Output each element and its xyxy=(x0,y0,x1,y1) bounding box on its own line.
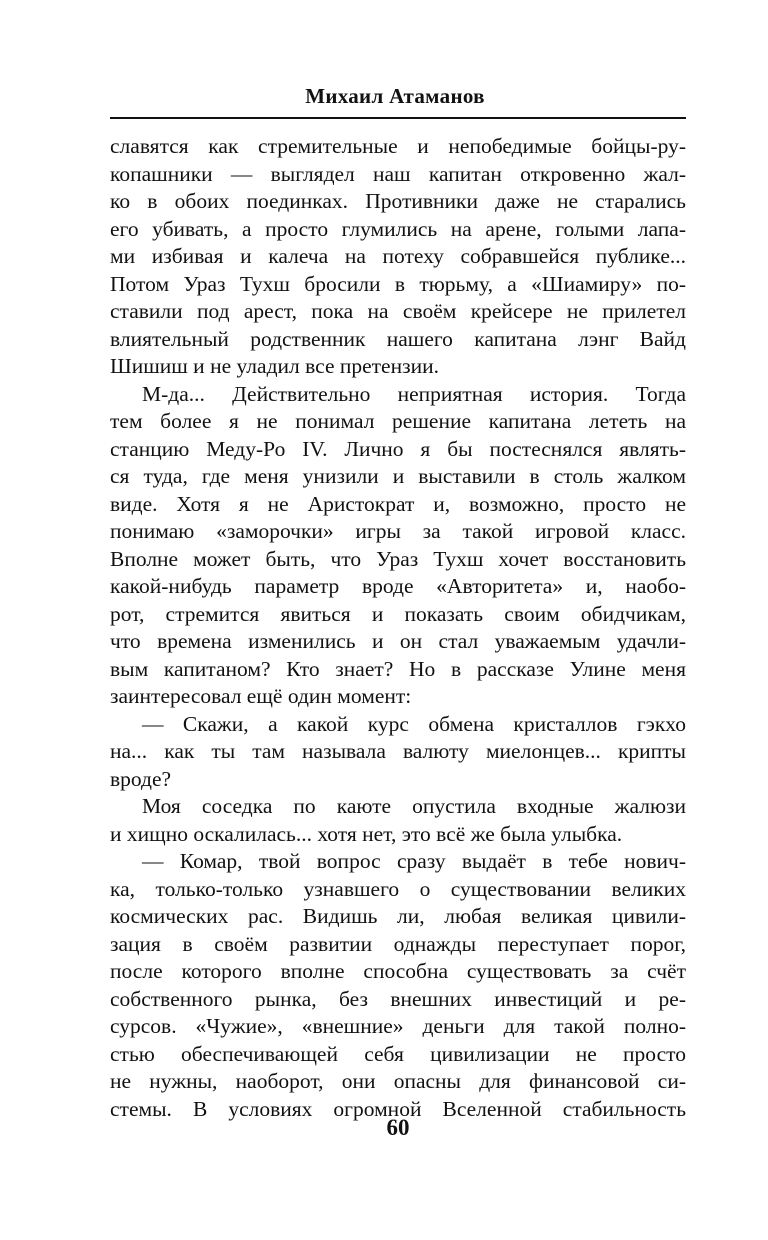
text-line: стемы. В условиях огромной Вселенной стабильность xyxy=(110,1096,686,1121)
text-line: космических рас. Видишь ли, любая великая цивили- xyxy=(110,904,686,928)
text-line: стью обеспечивающей себя цивилизации не просто xyxy=(110,1041,686,1066)
text-line: понимаю «заморочки» игры за такой игровой класс. xyxy=(110,519,686,543)
text-line: на... как ты там называла валюту миелонцев... крипты xyxy=(110,739,686,763)
text-line: ся туда, где меня унизили и выставили в столь жалком xyxy=(110,464,686,488)
text-line: что времена изменились и он стал уважаемым удачли- xyxy=(110,629,686,653)
text-line: ка, только-только узнавшего о существовании великих xyxy=(110,876,686,901)
text-line: зация в своём развитии однажды переступает порог, xyxy=(110,931,686,956)
text-line: копашники — выглядел наш капитан откровенно жал- xyxy=(110,161,686,186)
text-line: виде. Хотя я не Аристократ и, возможно, просто не xyxy=(110,491,686,516)
text-line: Вполне может быть, что Ураз Тухш хочет восстановить xyxy=(110,546,686,571)
running-title: Михаил Атаманов xyxy=(305,84,485,108)
text-line: его убивать, а просто глумились на арене, голыми лапа- xyxy=(110,216,686,241)
text-line: Шишиш и не уладил все претензии. xyxy=(110,354,439,378)
text-line: сурсов. «Чужие», «внешние» деньги для такой полно- xyxy=(110,1014,686,1038)
text-line: станцию Меду-Ро IV. Лично я бы постеснялся являть- xyxy=(110,436,686,461)
text-line: — Комар, твой вопрос сразу выдаёт в тебе нович- xyxy=(142,849,686,873)
text-line: ставили под арест, пока на своём крейсере не прилетел xyxy=(110,299,686,323)
text-line: М-да... Действительно неприятная история. Тогда xyxy=(142,381,686,406)
text-line: — Скажи, а какой курс обмена кристаллов гэкхо xyxy=(142,711,686,736)
page-number: 60 xyxy=(386,1115,410,1140)
text-line: влиятельный родственник нашего капитана лэнг Вайд xyxy=(110,326,686,351)
body-text xyxy=(110,133,686,1123)
text-line: заинтересовал ещё один момент: xyxy=(110,684,412,708)
text-line: после которого вполне способна существовать за счёт xyxy=(110,959,686,983)
text-line: рот, стремится явиться и показать своим обидчикам, xyxy=(110,601,686,626)
text-line: ми избивая и калеча на потеху собравшейся публике... xyxy=(110,244,686,268)
text-line: не нужны, наоборот, они опасны для финансовой си- xyxy=(110,1069,686,1093)
header-rule xyxy=(110,117,686,119)
text-line: славятся как стремительные и непобедимые бойцы-ру- xyxy=(110,134,686,158)
text-line: ко в обоих поединках. Противники даже не старались xyxy=(110,189,686,213)
text-line: вым капитаном? Кто знает? Но в рассказе Улине меня xyxy=(110,656,686,681)
text-line: Потом Ураз Тухш бросили в тюрьму, а «Шиамиру» по- xyxy=(110,271,686,296)
text-line: Моя соседка по каюте опустила входные жалюзи xyxy=(142,794,686,818)
text-line: вроде? xyxy=(110,766,172,791)
text-line: собственного рынка, без внешних инвестиций и ре- xyxy=(110,986,686,1011)
text-line: тем более я не понимал решение капитана лететь на xyxy=(110,409,686,433)
text-line: и хищно оскалилась... хотя нет, это всё же была улыбка. xyxy=(110,821,623,846)
text-line: какой-нибудь параметр вроде «Авторитета» и, наобо- xyxy=(110,574,686,598)
